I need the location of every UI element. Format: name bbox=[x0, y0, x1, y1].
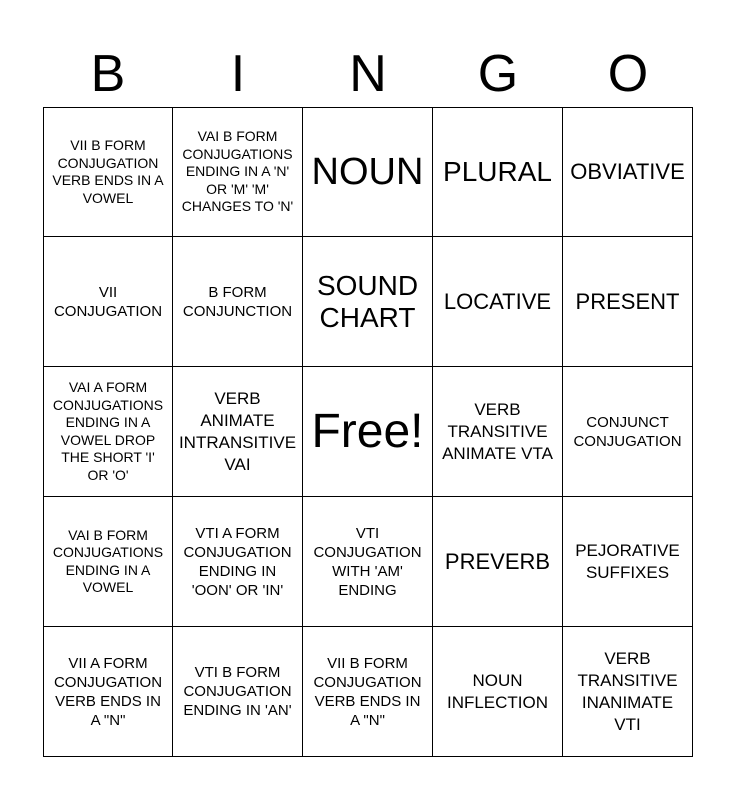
header-letter-g: G bbox=[477, 45, 519, 103]
cell-label: VTI CONJUGATION WITH 'AM' ENDING bbox=[313, 524, 422, 599]
cell-label: VAI B FORM CONJUGATIONS ENDING IN A 'N' OR 'M' 'M' CHANGES TO 'N' bbox=[181, 128, 294, 215]
cell-label: VERB TRANSITIVE INANIMATE VTI bbox=[577, 648, 678, 734]
bingo-cell[interactable] bbox=[433, 627, 563, 757]
cell-label: SOUND CHART bbox=[316, 269, 419, 333]
cell-label: NOUN bbox=[311, 151, 424, 193]
cell-label: VII B FORM CONJUGATION VERB ENDS IN A "N" bbox=[313, 654, 422, 729]
cell-label: VII A FORM CONJUGATION VERB ENDS IN A "N" bbox=[53, 654, 163, 729]
bingo-cell[interactable] bbox=[303, 107, 433, 237]
header-letter-n: N bbox=[349, 45, 387, 103]
bingo-cell[interactable] bbox=[173, 627, 303, 757]
cell-label: VTI A FORM CONJUGATION ENDING IN 'OON' OR 'IN' bbox=[183, 524, 292, 599]
bingo-cell[interactable] bbox=[433, 237, 563, 367]
bingo-cell[interactable] bbox=[43, 107, 173, 237]
bingo-cell[interactable] bbox=[303, 237, 433, 367]
bingo-cell[interactable] bbox=[433, 497, 563, 627]
bingo-card-grid bbox=[43, 107, 693, 757]
bingo-cell[interactable] bbox=[433, 367, 563, 497]
bingo-cell[interactable] bbox=[433, 107, 563, 237]
bingo-cell[interactable] bbox=[43, 497, 173, 627]
bingo-cell[interactable] bbox=[303, 627, 433, 757]
bingo-cell[interactable] bbox=[43, 237, 173, 367]
cell-label: NOUN INFLECTION bbox=[446, 670, 549, 712]
cell-label: VAI A FORM CONJUGATIONS ENDING IN A VOWEL DROP THE SHORT 'I' OR 'O' bbox=[52, 379, 164, 483]
cell-label: VERB ANIMATE INTRANSITIVE VAI bbox=[178, 388, 297, 474]
bingo-cell[interactable] bbox=[173, 367, 303, 497]
bingo-cell[interactable] bbox=[563, 497, 693, 627]
cell-label: LOCATIVE bbox=[443, 288, 552, 314]
cell-label: Free! bbox=[311, 404, 424, 458]
cell-label: VERB TRANSITIVE ANIMATE VTA bbox=[442, 399, 553, 463]
header-letter-i: I bbox=[230, 45, 246, 103]
cell-label: PRESENT bbox=[575, 288, 680, 314]
cell-label: B FORM CONJUNCTION bbox=[182, 283, 293, 320]
bingo-cell[interactable] bbox=[563, 107, 693, 237]
bingo-cell[interactable] bbox=[43, 367, 173, 497]
cell-label: CONJUNCT CONJUGATION bbox=[573, 413, 682, 450]
bingo-cell[interactable] bbox=[43, 627, 173, 757]
free-space-cell[interactable] bbox=[303, 367, 433, 497]
cell-label: PEJORATIVE SUFFIXES bbox=[575, 540, 680, 582]
bingo-cell[interactable] bbox=[563, 627, 693, 757]
bingo-cell[interactable] bbox=[173, 497, 303, 627]
cell-label: VTI B FORM CONJUGATION ENDING IN 'AN' bbox=[183, 664, 292, 719]
bingo-header bbox=[43, 40, 693, 108]
bingo-cell[interactable] bbox=[173, 107, 303, 237]
cell-label: VII CONJUGATION bbox=[53, 283, 163, 320]
bingo-cell[interactable] bbox=[173, 237, 303, 367]
cell-label: PLURAL bbox=[443, 156, 552, 187]
cell-label: VAI B FORM CONJUGATIONS ENDING IN A VOWEL bbox=[52, 526, 164, 595]
header-letter-b: B bbox=[90, 45, 126, 103]
header-letter-o: O bbox=[607, 45, 649, 103]
cell-label: PREVERB bbox=[444, 548, 551, 574]
bingo-cell[interactable] bbox=[563, 367, 693, 497]
cell-label: OBVIATIVE bbox=[570, 159, 685, 184]
bingo-cell[interactable] bbox=[563, 237, 693, 367]
bingo-cell[interactable] bbox=[303, 497, 433, 627]
cell-label: VII B FORM CONJUGATION VERB ENDS IN A VOWEL bbox=[52, 137, 164, 206]
